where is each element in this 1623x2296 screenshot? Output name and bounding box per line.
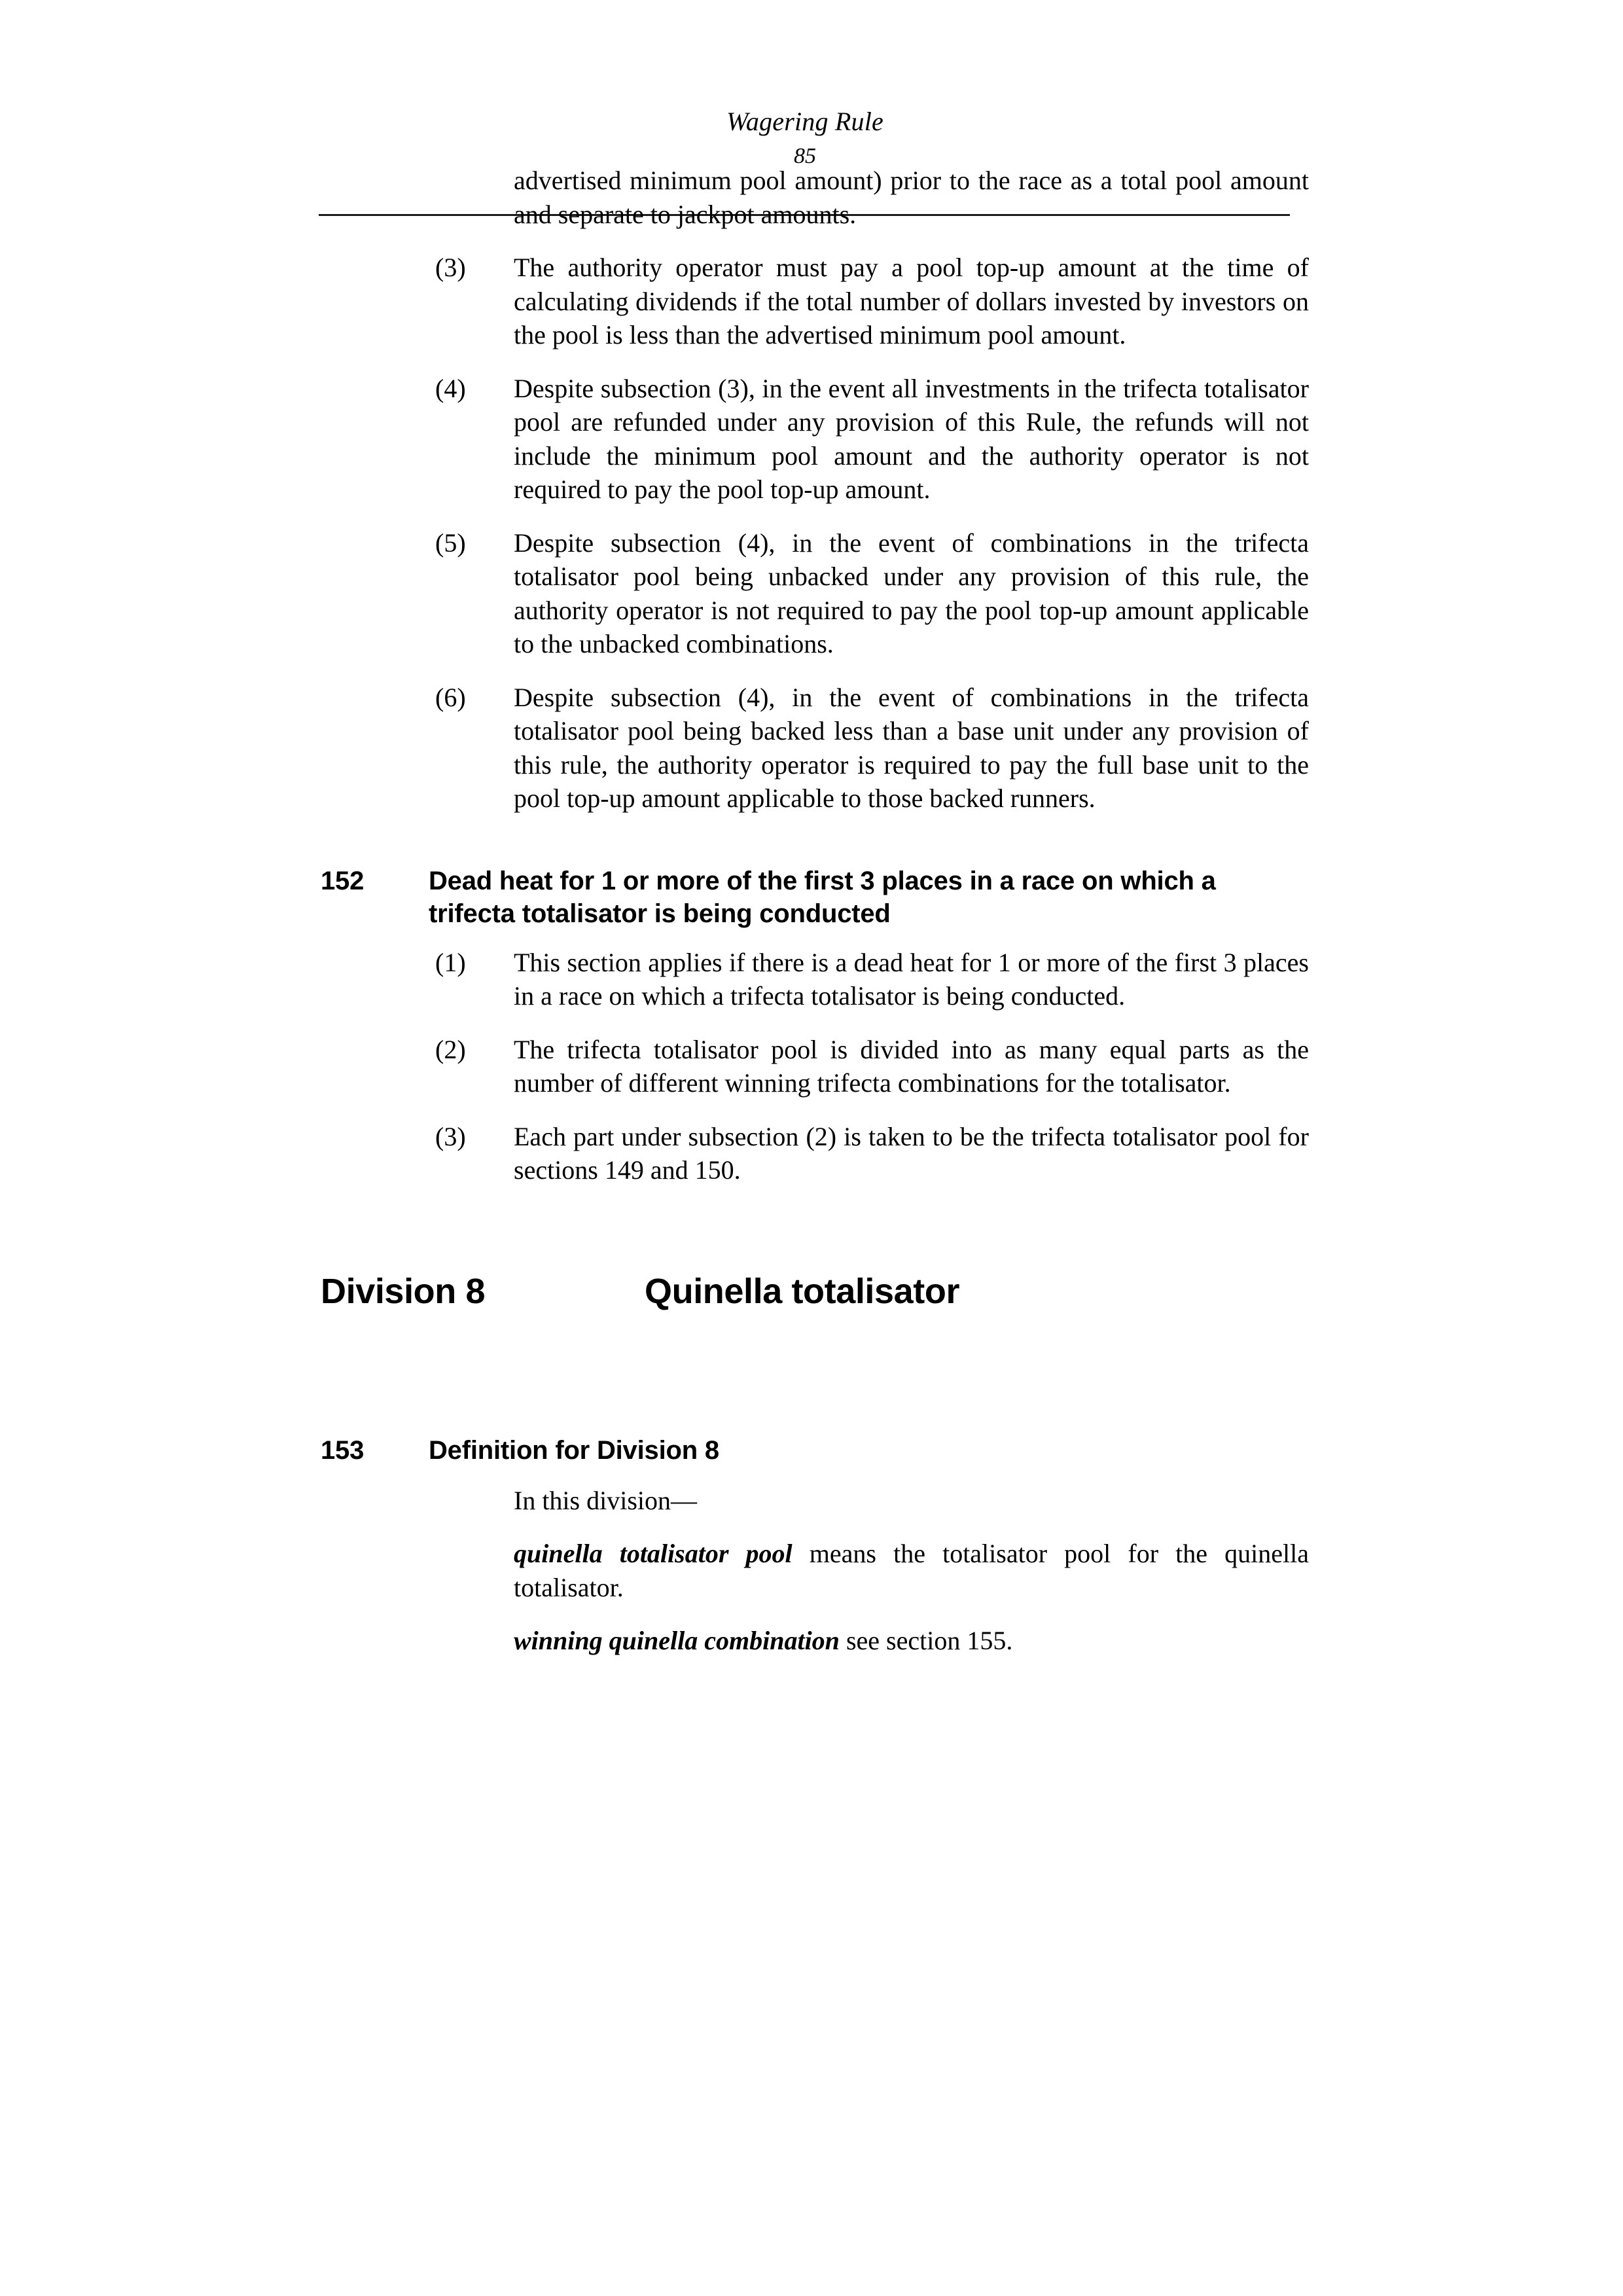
definition-quinella-totalisator-pool xyxy=(0,1537,1623,1604)
section-152-subsection-2 xyxy=(0,1033,1623,1100)
spacer xyxy=(0,1467,1623,1484)
subsection-5 xyxy=(0,526,1623,661)
definition-term: winning quinella combination xyxy=(514,1626,840,1655)
subsection-number: (3) xyxy=(435,253,466,282)
subsection-text: The trifecta totalisator pool is divided into as many equal parts as the number of different winning trifecta combinations for the totalisator. xyxy=(514,1034,1309,1098)
page-number: 85 xyxy=(794,144,816,168)
section-number: 152 xyxy=(321,866,365,895)
section-number: 153 xyxy=(321,1435,365,1465)
division-label: Division 8 xyxy=(321,1271,486,1311)
subsection-number: (6) xyxy=(435,682,466,712)
subsection-number: (4) xyxy=(435,373,466,403)
subsection-number: (1) xyxy=(435,947,466,977)
definition-winning-quinella-combination xyxy=(0,1624,1623,1658)
continuation-paragraph: advertised minimum pool amount) prior to the race as a total pool amount and separate to jackpot amounts. xyxy=(514,166,1309,229)
section-152-subsection-3 xyxy=(0,1120,1623,1187)
spacer xyxy=(0,930,1623,946)
subsection-text: This section applies if there is a dead heat for 1 or more of the first 3 places in a race on which a trifecta totalisator is being conducted. xyxy=(514,947,1309,1011)
subsection-text: Each part under subsection (2) is taken to be the trifecta totalisator pool for sections 149 and 150. xyxy=(514,1121,1309,1185)
division-heading-8 xyxy=(0,1269,1623,1315)
subsection-text: Despite subsection (4), in the event of combinations in the trifecta totalisator pool being backed less than a base unit under any provision of this rule, the authority operator is required to pay the full base unit to the pool top-up amount applicable to those backed runners. xyxy=(514,682,1309,813)
spacer xyxy=(0,507,1623,526)
spacer xyxy=(0,1013,1623,1033)
definition-intro: In this division— xyxy=(514,1485,698,1515)
spacer xyxy=(0,352,1623,372)
spacer xyxy=(0,1315,1623,1434)
section-152-subsection-1 xyxy=(0,946,1623,1013)
section-heading-text: Definition for Division 8 xyxy=(429,1435,719,1465)
section-heading-152 xyxy=(0,865,1623,930)
spacer xyxy=(0,816,1623,865)
subsection-3 xyxy=(0,251,1623,352)
spacer xyxy=(0,661,1623,681)
spacer xyxy=(0,231,1623,251)
subsection-number: (2) xyxy=(435,1034,466,1064)
subsection-text: Despite subsection (3), in the event all investments in the trifecta totalisator pool are refunded under any provision of this Rule, the refunds will not include the minimum pool amount and the authority operator is not required to pay the pool top-up amount. xyxy=(514,373,1309,504)
subsection-6 xyxy=(0,681,1623,816)
spacer xyxy=(0,1604,1623,1624)
subsection-text: Despite subsection (4), in the event of combinations in the trifecta totalisator pool being unbacked under any provision of this rule, the authority operator is not required to pay the pool top-up amount applicable to the unbacked combinations. xyxy=(514,528,1309,658)
header-title: Wagering Rule xyxy=(726,107,883,136)
definition-text: see section 155. xyxy=(839,1626,1013,1655)
subsection-text: The authority operator must pay a pool top-up amount at the time of calculating dividends if the total number of dollars invested by investors on the pool is less than the advertised minimum pool amount. xyxy=(514,253,1309,350)
subsection-4 xyxy=(0,372,1623,507)
definition-text: means the totalisator pool for the quinella totalisator. xyxy=(514,1539,1310,1602)
section-heading-text: Dead heat for 1 or more of the first 3 places in a race on which a trifecta totalisator is being conducted xyxy=(429,866,1216,928)
spacer xyxy=(0,1100,1623,1120)
division-title: Quinella totalisator xyxy=(645,1271,960,1311)
definition-term: quinella totalisator pool xyxy=(514,1539,793,1568)
subsection-number: (3) xyxy=(435,1121,466,1151)
page-content xyxy=(0,164,1623,1658)
spacer xyxy=(0,1517,1623,1537)
section-heading-153 xyxy=(0,1434,1623,1467)
subsection-number: (5) xyxy=(435,528,466,558)
page-header xyxy=(319,105,1291,171)
spacer xyxy=(0,1187,1623,1269)
